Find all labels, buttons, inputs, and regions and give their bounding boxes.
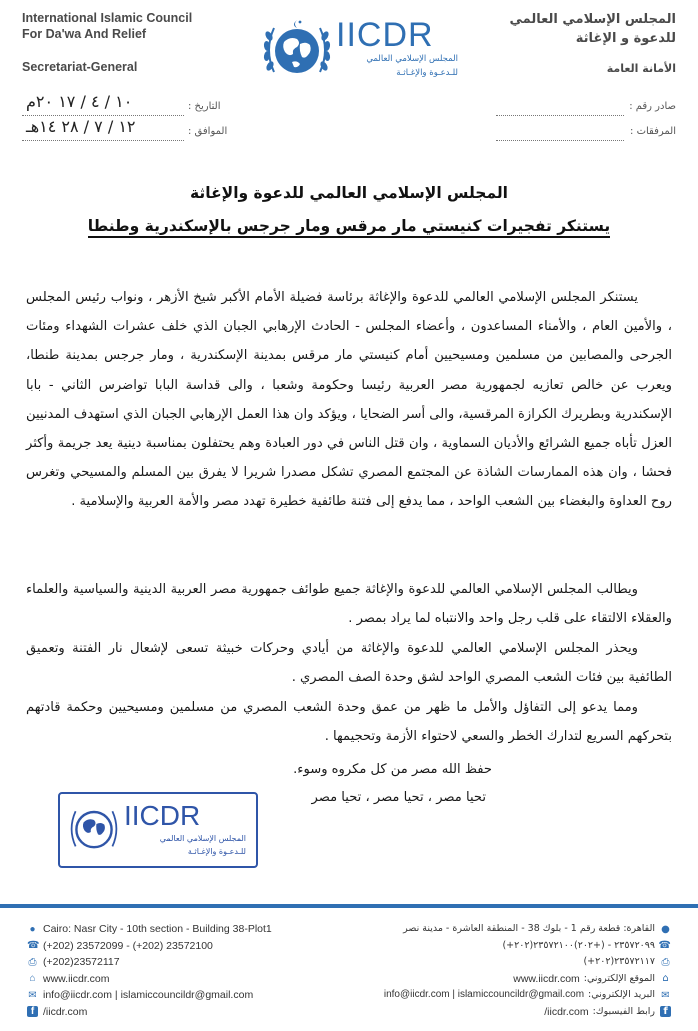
secretariat-arabic: الأمانة العامة bbox=[606, 62, 676, 75]
footer-ar-email-label: البريد الإلكتروني: bbox=[588, 989, 655, 1000]
reference-dots bbox=[496, 114, 624, 116]
footer-ar-facebook-row bbox=[346, 1004, 676, 1021]
closing-slogan: تحيا مصر ، تحيا مصر ، تحيا مصر bbox=[311, 790, 486, 805]
secretariat-english: Secretariat-General bbox=[22, 60, 138, 74]
footer-en-facebook-link[interactable]: /iicdr.com bbox=[43, 1005, 88, 1018]
hijri-label: الموافق : bbox=[188, 126, 228, 137]
footer-ar-web-row bbox=[346, 971, 676, 988]
org-name-ar-line1: المجلس الإسلامي العالمي bbox=[509, 12, 676, 27]
phone-icon: ☎ bbox=[658, 940, 671, 952]
org-name-en-line1: International Islamic Council bbox=[22, 11, 193, 25]
facebook-icon: f bbox=[27, 1006, 38, 1017]
org-name-english bbox=[22, 10, 222, 42]
phone-icon: ☎ bbox=[27, 940, 40, 952]
footer-en-web-link[interactable]: www.iicdr.com bbox=[43, 972, 110, 985]
date-value: ١٠ / ٤ / ١٧ ٢٠م bbox=[26, 92, 133, 111]
footer-ar-web-link[interactable]: www.iicdr.com bbox=[513, 972, 580, 985]
footer-ar-fax: (+٢٠٢)٢٣٥٧٢١١٧ bbox=[583, 956, 655, 967]
stamp-subtitle-line1: المجلس الإسلامي العالمي bbox=[159, 834, 246, 843]
stamp-wordmark: IICDR bbox=[124, 800, 201, 831]
footer-en-fax: (+202)23572117 bbox=[43, 956, 120, 968]
home-icon: ⌂ bbox=[662, 973, 669, 985]
statement-subtitle bbox=[0, 217, 698, 235]
footer-en-phone: (+202) 23572099 - (+202) 23572100 bbox=[43, 939, 213, 952]
statement-subtitle-text: يستنكر تفجيرات كنيستي مار مرقس ومار جرجس بالإسكندرية وطنطا bbox=[88, 217, 610, 238]
footer-contact-english bbox=[22, 921, 352, 1020]
footer-ar-web-label: الموقع الإلكتروني: bbox=[583, 972, 655, 984]
footer-ar-phone: (+٢٠٢)٢٣٥٧٢٠٩٩ - (+٢٠٢)٢٣٥٧٢١٠٠ bbox=[502, 939, 655, 951]
logo-globe-icon bbox=[262, 14, 332, 84]
location-pin-icon: ● bbox=[29, 923, 36, 935]
org-name-arabic bbox=[476, 10, 676, 48]
paragraph-condemnation: يستنكر المجلس الإسلامي العالمي للدعوة والإغاثة برئاسة فضيلة الأمام الأكبر شيخ الأزهر ، ونواب رئيس المجلس ، والأمين العام ، والأمناء المساعدون ، وأعضاء المجلس - الحادث الإرهابي الجبان الذي خلف عشرات الشهداء ومئات الجرحى والمصابين من مسلمين ومسيحيين أمام كنيستي مار مرقس بمدينة الإسكندرية ، ومار جرجس بمدينة طنطا، ويعرب عن خالص تعازيه لجمهورية مصر العربية رئيسا وحكومة وشعبا ، والى قداسة البابا تواضرس الثاني - بابا الإسكندرية وبطريرك الكرازة المرقسية، والى أسر الضحايا ، ويؤكد وان هذا العمل الإرهابي الجبان الذي استهدف المدنيين العزل تأباه جميع الشرائع والأديان السماوية ، وان قتل الناس في دور العبادة وهم يحتفلون بمناسبة دينية يعد جريمة وأكثر فحشا ، وان هذه الممارسات الشاذة عن المجتمع المصري تشكل مصدرا شريرا لا يفرق بين المسلم والمسيحي وتغرس روح العداوة والبغضاء بين الشعب الواحد ، مما يدفع إلى فتنة طائفية خطيرة تهدد مصر والأمة العربية والإسلامية . bbox=[26, 290, 672, 510]
footer-ar-phone-row bbox=[346, 938, 676, 955]
footer-en-address: Cairo: Nasr City - 10th section - Building 38-Plot1 bbox=[43, 923, 272, 935]
footer-ar-address-row bbox=[346, 921, 676, 938]
logo-wordmark: IICDR bbox=[336, 16, 434, 54]
attachments-dots bbox=[496, 139, 624, 141]
hijri-dots bbox=[22, 139, 184, 141]
footer-ar-email-link[interactable]: info@iicdr.com | islamiccouncildr@gmail.com bbox=[383, 989, 585, 1000]
footer-ar-fax-row bbox=[346, 954, 676, 971]
attachments-label: المرفقات : bbox=[630, 126, 676, 137]
email-icon: ✉ bbox=[28, 989, 37, 1001]
hijri-value: ١٢ / ٧ / ٢٨ ١٤هـ bbox=[26, 117, 136, 136]
paragraph-warning: ويحذر المجلس الإسلامي العالمي للدعوة والإغاثة من أيادي وحركات خبيثة تسعى لإشعال نار الفتنة وتعميق الطائفية بين فئات الشعب المصري الواحد لشق وحدة الصف المصري . bbox=[26, 641, 672, 686]
reference-label: صادر رقم : bbox=[629, 101, 676, 112]
facebook-icon: f bbox=[660, 1006, 671, 1017]
stamp-subtitle-line2: للـدعـوة والإغـاثـة bbox=[187, 847, 246, 856]
logo-subtitle-line2: للـدعـوة والإغـاثـة bbox=[396, 68, 458, 78]
date-dots bbox=[22, 114, 184, 116]
stamp-globe-icon bbox=[66, 800, 122, 856]
logo-subtitle-line1: المجلس الإسلامي العالمي bbox=[366, 54, 458, 64]
footer-contact-arabic bbox=[346, 921, 676, 1020]
closing-prayer: حفظ الله مصر من كل مكروه وسوء. bbox=[293, 762, 492, 777]
footer-en-email-row bbox=[22, 987, 352, 1004]
location-pin-icon: ● bbox=[661, 923, 670, 935]
footer-ar-facebook-link[interactable]: /iicdr.com bbox=[544, 1005, 589, 1018]
fax-icon: ⎙ bbox=[661, 956, 670, 968]
org-name-ar-line2: للدعوة و الإغاثة bbox=[575, 31, 676, 46]
org-name-en-line2: For Da'wa And Relief bbox=[22, 27, 147, 41]
paragraph-optimism: ومما يدعو إلى التفاؤل والأمل ما ظهر من عمق وحدة الشعب المصري من مسلمين ومسيحيين وحكمة قادتهم بتحركهم السريع لتدارك الخطر والسعي لاحتواء الأزمة وتحجيمها . bbox=[26, 700, 672, 745]
footer-en-web-row bbox=[22, 971, 352, 988]
footer-en-address-row bbox=[22, 921, 352, 938]
statement-title: المجلس الإسلامي العالمي للدعوة والإغاثة bbox=[190, 184, 508, 202]
footer-en-phone-row bbox=[22, 938, 352, 955]
fax-icon: ⎙ bbox=[28, 956, 37, 968]
footer-ar-address: القاهرة: قطعة رقم 1 - بلوك 38 - المنطقة العاشرة - مدينة نصر bbox=[403, 923, 655, 934]
paragraph-demand: ويطالب المجلس الإسلامي العالمي للدعوة والإغاثة جميع طوائف جمهورية مصر العربية الدينية والسياسية والعلماء والعقلاء الالتقاء على قلب رجل واحد والانتباه لما يراد بمصر . bbox=[26, 582, 672, 627]
footer-en-email-link[interactable]: info@iicdr.com | islamiccouncildr@gmail.com bbox=[43, 989, 254, 1001]
date-label: التاريخ : bbox=[188, 101, 221, 112]
footer-ar-email-row bbox=[346, 987, 676, 1004]
footer-divider bbox=[0, 904, 698, 908]
home-icon: ⌂ bbox=[29, 973, 36, 985]
footer-en-facebook-row bbox=[22, 1004, 352, 1021]
footer-ar-facebook-label: رابط الفيسبوك: bbox=[592, 1005, 655, 1017]
email-icon: ✉ bbox=[661, 989, 670, 1001]
footer-en-fax-row bbox=[22, 954, 352, 971]
